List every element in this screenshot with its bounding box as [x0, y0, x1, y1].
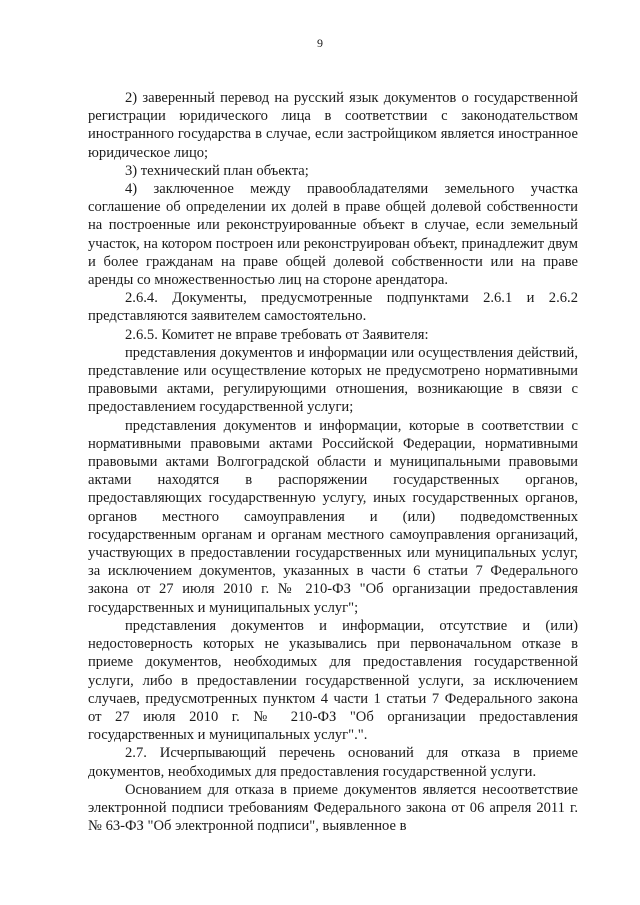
paragraph-not-required-documents: представления документов и информации, которые в соответствии с нормативными правовыми актами Российской Федерации, нормативными правовыми актами Волгоградской области и муниципальными правовыми актами находятся в распоряжении государственных органов, предоставляющих государственную услугу, иных государственных органов, органов местного самоуправления и (или) подведомственных государственным органам и органам местного самоуправления организаций, участвующих в предоставлении государственных или муниципальных услуг, за исключением документов, указанных в части 6 статьи 7 Федерального закона от 27 июля 2010 г. № 210-ФЗ "Об организации предоставления государственных и муниципальных услуг"; [88, 417, 578, 616]
paragraph-technical-plan: 3) технический план объекта; [125, 162, 309, 179]
paragraph-2-6-4: 2.6.4. Документы, предусмотренные подпунктами 2.6.1 и 2.6.2 представляются заявителем самостоятельно. [88, 290, 578, 325]
paragraph-not-required-missing-info: представления документов и информации, отсутствие и (или) недостоверность которых не указывались при первоначальном отказе в приеме документов, необходимых для предоставления государственной услуги, либо в предоставлении государственной услуги, за исключением случаев, предусмотренных пунктом 4 части 1 статьи 7 Федерального закона от 27 июля 2010 г. № 210-ФЗ "Об организации предоставления государственных и муниципальных услуг".". [88, 617, 578, 744]
paragraph-2-6-5: 2.6.5. Комитет не вправе требовать от Заявителя: [125, 326, 429, 343]
document-body [88, 89, 578, 835]
paragraph-translation-requirement: 2) заверенный перевод на русский язык документов о государственной регистрации юридического лица в соответствии с законодательством иностранного государства в случае, если застройщиком является иностранное юридическое лицо; [88, 90, 578, 161]
paragraph-refusal-grounds: Основанием для отказа в приеме документов является несоответствие электронной подписи требованиям Федерального закона от 06 апреля 2011 г. № 63-ФЗ "Об электронной подписи", выявленное в [88, 781, 578, 835]
paragraph-not-required-actions: представления документов и информации или осуществления действий, представление или осуществление которых не предусмотрено нормативными правовыми актами, регулирующими отношения, возникающие в связи с предоставлением государственной услуги; [88, 344, 578, 416]
page-number: 9 [317, 36, 323, 50]
paragraph-share-agreement: 4) заключенное между правообладателями земельного участка соглашение об определении их долей в праве общей долевой собственности на построенные или реконструированные объект в случае, если земельный участок, на котором построен или реконструирован объект, принадлежит двум и более гражданам на праве общей долевой собственности или на праве аренды со множественностью лиц на стороне арендатора. [88, 181, 578, 289]
paragraph-2-7: 2.7. Исчерпывающий перечень оснований для отказа в приеме документов, необходимых для предоставления государственной услуги. [88, 745, 578, 780]
